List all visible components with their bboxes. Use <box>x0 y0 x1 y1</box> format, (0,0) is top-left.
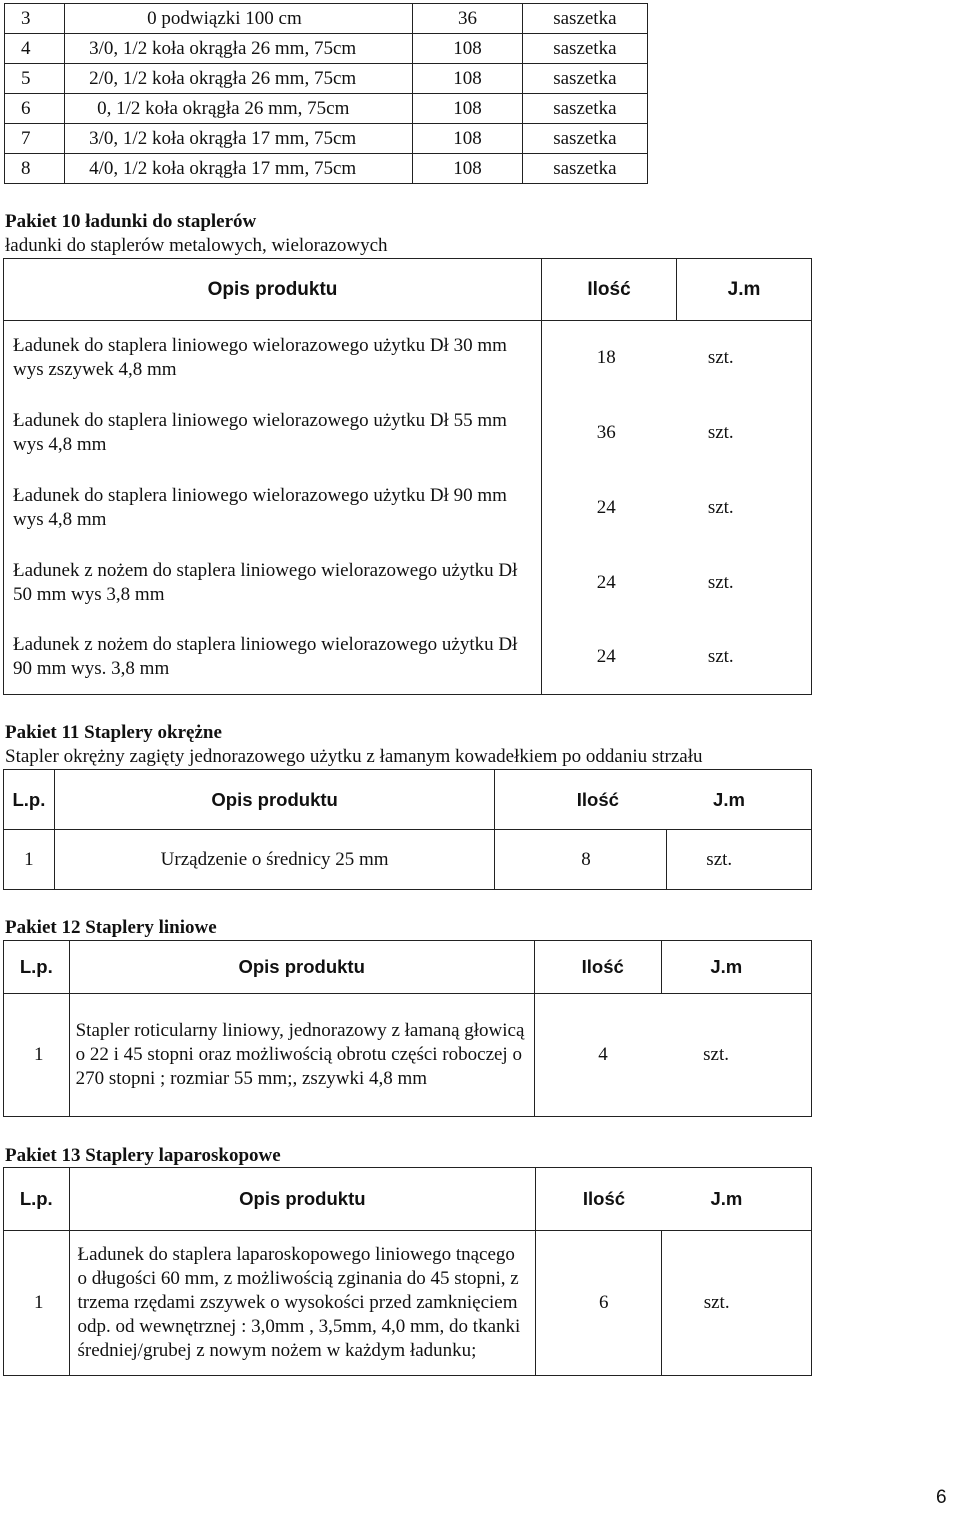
header-quantity: Ilość <box>534 941 661 994</box>
unit-cell: szt. <box>661 994 811 1117</box>
pakiet-11-subtitle: Stapler okrężny zagięty jednorazowego użytku z łamanym kowadełkiem po oddaniu strzału <box>5 746 703 767</box>
quantity-cell: 108 <box>413 124 522 154</box>
unit-cell: szt. <box>677 471 812 546</box>
header-lp: L.p. <box>4 1168 70 1231</box>
pakiet-10-subtitle: ładunki do staplerów metalowych, wielorazowych <box>5 235 388 256</box>
pakiet-12-table <box>3 940 812 1117</box>
description-cell: 3/0, 1/2 koła okrągła 17 mm, 75cm <box>65 124 413 154</box>
lp-cell: 7 <box>5 124 65 154</box>
quantity-cell: 108 <box>413 34 522 64</box>
quantity-cell: 18 <box>542 321 677 396</box>
header-lp: L.p. <box>4 941 70 994</box>
lp-cell: 1 <box>4 830 55 890</box>
table-row <box>4 1231 812 1376</box>
description-cell: Ładunek z nożem do staplera liniowego wielorazowego użytku Dł 50 mm wys 3,8 mm <box>4 546 542 621</box>
quantity-cell: 4 <box>534 994 661 1117</box>
table-row <box>4 471 812 546</box>
unit-cell: szt. <box>677 396 812 471</box>
header-row <box>4 770 812 830</box>
unit-cell: saszetka <box>522 124 647 154</box>
pakiet-10-title: Pakiet 10 ładunki do staplerów <box>5 211 257 232</box>
table-row <box>5 4 648 34</box>
header-unit: J.m <box>677 259 812 321</box>
description-cell: Urządzenie o średnicy 25 mm <box>54 830 495 890</box>
description-cell: Ładunek do staplera laparoskopowego liniowego tnącego o długości 60 mm, z możliwością zginania do 45 stopni, z trzema rzędami zszywek o wysokości przed zamknięciem odp. od wewnętrznej : 3,0mm , 3,5mm, 4,0 mm, do tkanki średniej/grubej z nowym nożem w każdym ładunku; <box>69 1231 536 1376</box>
description-cell: Ładunek do staplera liniowego wielorazowego użytku Dł 30 mm wys zszywek 4,8 mm <box>4 321 542 396</box>
header-quantity: Ilość <box>542 259 677 321</box>
lp-cell: 6 <box>5 94 65 124</box>
description-cell: 4/0, 1/2 koła okrągła 17 mm, 75cm <box>65 154 413 184</box>
unit-cell: szt. <box>677 546 812 621</box>
header-description: Opis produktu <box>54 770 495 830</box>
lp-cell: 1 <box>4 994 70 1117</box>
pakiet-13-title: Pakiet 13 Staplery laparoskopowe <box>5 1145 281 1166</box>
unit-cell: szt. <box>677 321 812 396</box>
description-cell: Ładunek do staplera liniowego wielorazowego użytku Dł 55 mm wys 4,8 mm <box>4 396 542 471</box>
quantity-cell: 108 <box>413 94 522 124</box>
quantity-cell: 24 <box>542 621 677 695</box>
quantity-cell: 24 <box>542 471 677 546</box>
unit-cell: szt. <box>662 1231 812 1376</box>
quantity-cell: 108 <box>413 64 522 94</box>
header-description: Opis produktu <box>4 259 542 321</box>
header-unit: J.m <box>667 770 812 830</box>
description-cell: Ładunek do staplera liniowego wielorazowego użytku Dł 90 mm wys 4,8 mm <box>4 471 542 546</box>
header-lp: L.p. <box>4 770 55 830</box>
header-description: Opis produktu <box>69 941 534 994</box>
table-row <box>4 321 812 396</box>
header-quantity: Ilość <box>495 770 667 830</box>
lp-cell: 3 <box>5 4 65 34</box>
description-cell: 3/0, 1/2 koła okrągła 26 mm, 75cm <box>65 34 413 64</box>
unit-cell: saszetka <box>522 34 647 64</box>
table-row <box>5 124 648 154</box>
header-description: Opis produktu <box>69 1168 536 1231</box>
description-cell: 0 podwiązki 100 cm <box>65 4 413 34</box>
quantity-cell: 8 <box>495 830 667 890</box>
pakiet-12-title: Pakiet 12 Staplery liniowe <box>5 917 217 938</box>
table-row <box>5 154 648 184</box>
pakiet-11-table <box>3 769 812 890</box>
pakiet-10-table <box>3 258 812 695</box>
unit-cell: saszetka <box>522 64 647 94</box>
quantity-cell: 24 <box>542 546 677 621</box>
quantity-cell: 36 <box>413 4 522 34</box>
table-row <box>5 94 648 124</box>
table-row <box>4 830 812 890</box>
header-row <box>4 259 812 321</box>
pakiet-11-title: Pakiet 11 Staplery okrężne <box>5 722 222 743</box>
unit-cell: szt. <box>677 621 812 695</box>
header-row <box>4 1168 812 1231</box>
unit-cell: szt. <box>667 830 812 890</box>
page-number: 6 <box>936 1487 947 1508</box>
description-cell: Ładunek z nożem do staplera liniowego wielorazowego użytku Dł 90 mm wys. 3,8 mm <box>4 621 542 695</box>
table-row <box>5 64 648 94</box>
table-row <box>4 396 812 471</box>
lp-cell: 4 <box>5 34 65 64</box>
table-row <box>4 546 812 621</box>
table-row <box>5 34 648 64</box>
table-row <box>4 994 812 1117</box>
description-cell: 0, 1/2 koła okrągła 26 mm, 75cm <box>65 94 413 124</box>
table-row <box>4 621 812 695</box>
description-cell: 2/0, 1/2 koła okrągła 26 mm, 75cm <box>65 64 413 94</box>
lp-cell: 5 <box>5 64 65 94</box>
header-quantity: Ilość <box>536 1168 662 1231</box>
header-unit: J.m <box>661 941 811 994</box>
unit-cell: saszetka <box>522 94 647 124</box>
sutures-table <box>4 3 648 184</box>
lp-cell: 8 <box>5 154 65 184</box>
header-unit: J.m <box>662 1168 812 1231</box>
quantity-cell: 36 <box>542 396 677 471</box>
unit-cell: saszetka <box>522 4 647 34</box>
lp-cell: 1 <box>4 1231 70 1376</box>
unit-cell: saszetka <box>522 154 647 184</box>
pakiet-13-table <box>3 1167 812 1376</box>
description-cell: Stapler roticularny liniowy, jednorazowy z łamaną głowicą o 22 i 45 stopni oraz możliwością obrotu części roboczej o 270 stopni ; rozmiar 55 mm;, zszywki 4,8 mm <box>69 994 534 1117</box>
quantity-cell: 108 <box>413 154 522 184</box>
quantity-cell: 6 <box>536 1231 662 1376</box>
header-row <box>4 941 812 994</box>
